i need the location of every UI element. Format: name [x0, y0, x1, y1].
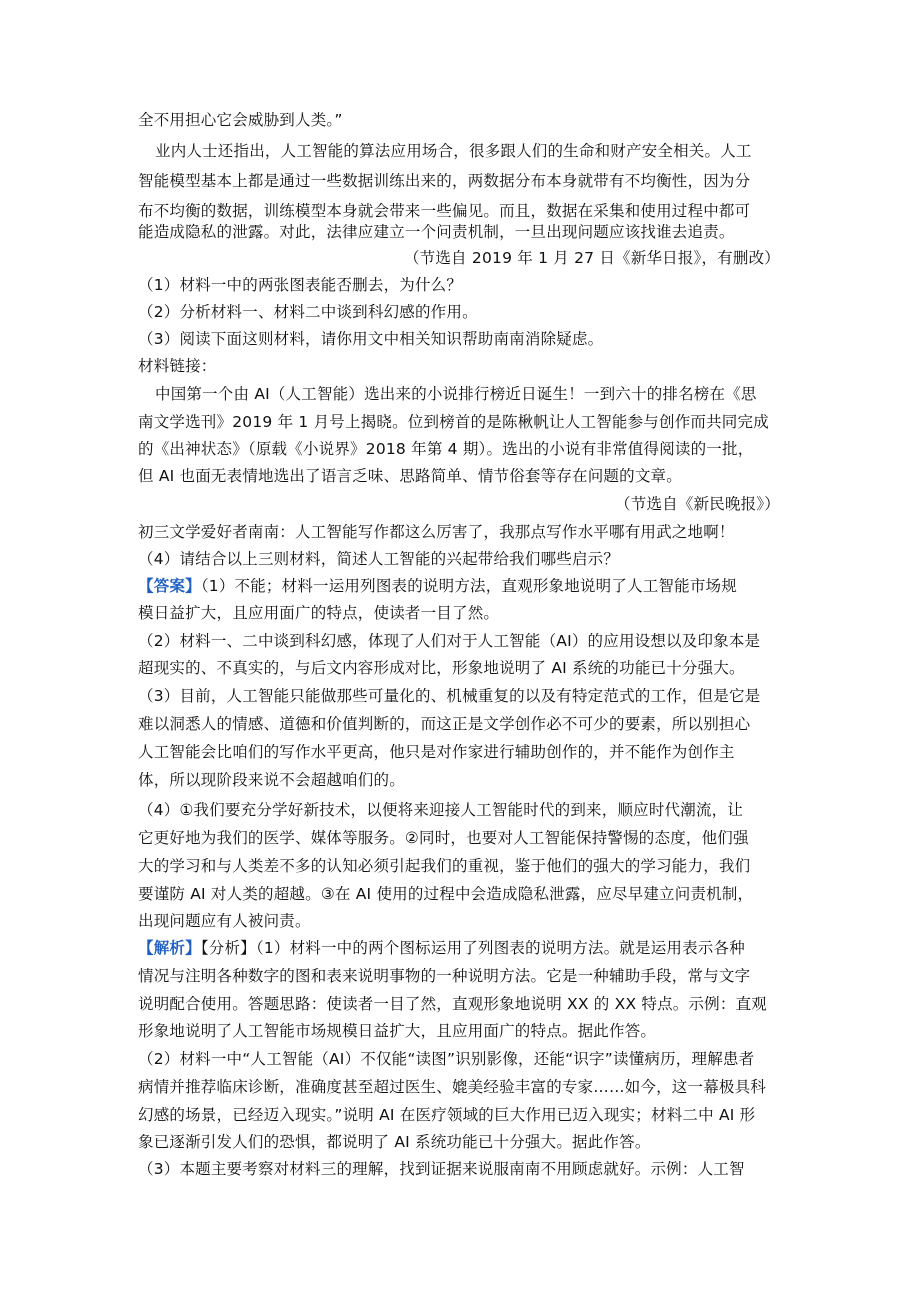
text-line: 形象地说明了人工智能市场规模日益扩大，且应用面广的特点。据此作答。 [138, 1022, 657, 1040]
question-1: （1）材料一中的两张图表能否删去，为什么？ [138, 276, 463, 294]
answer-tag: 【答案】 [138, 577, 201, 595]
text-line: 业内人士还指出，人工智能的算法应用场合，很多跟人们的生命和财产安全相关。人工 [155, 142, 752, 160]
text-line: （2）材料一中“人工智能（AI）不仅能“读图”识别影像，还能“识字”读懂病历，理解患者 [138, 1050, 755, 1068]
text-line: 布不均衡的数据，训练模型本身就会带来一些偏见。而且，数据在采集和使用过程中都可 [138, 202, 751, 220]
source-note: （节选自《新民晚报》） [615, 495, 780, 513]
text-line: 但 AI 也面无表情地选出了语言乏味、思路简单、情节俗套等存在问题的文章。 [138, 467, 682, 485]
text-line: 全不用担心它会威胁到人类。” [138, 111, 343, 129]
question-2: （2）分析材料一、材料二中谈到科幻感的作用。 [138, 303, 478, 321]
text-line: 体，所以现阶段来说不会超越咱们的。 [138, 771, 405, 789]
text-line: 出现问题应有人被问责。 [138, 912, 311, 930]
text-line: 人工智能会比咱们的写作水平更高，他只是对作家进行辅助创作的，并不能作为创作主 [138, 743, 735, 761]
text-line: 大的学习和与人类差不多的认知必须引起我们的重视，鉴于他们的强大的学习能力，我们 [138, 857, 751, 875]
text-line: 幻感的场景，已经迈入现实。”说明 AI 在医疗领域的巨大作用已迈入现实；材料二中 AI 形 [138, 1106, 756, 1124]
text-line: 初三文学爱好者南南：人工智能写作都这么厉害了，我那点写作水平哪有用武之地啊！ [138, 523, 735, 541]
text-line: （2）材料一、二中谈到科幻感，体现了人们对于人工智能（AI）的应用设想以及印象本是 [138, 632, 761, 650]
text-line: 说明配合使用。答题思路：使读者一目了然，直观形象地说明 XX 的 XX 特点。示例：直观 [138, 995, 767, 1013]
text-line: （3）本题主要考察对材料三的理解，找到证据来说服南南不用顾虑就好。示例：人工智 [138, 1160, 745, 1178]
text-line: 要谨防 AI 对人类的超越。③在 AI 使用的过程中会造成隐私泄露，应尽早建立问责机制， [138, 885, 754, 903]
fenxi-tag: 【分析】 [200, 939, 256, 957]
text-line: 的《出神状态》（原载《小说界》2018 年第 4 期）。选出的小说有非常值得阅读的一批， [138, 440, 754, 458]
text-line: （4）①我们要充分学好新技术，以便将来迎接人工智能时代的到来，顺应时代潮流，让 [138, 801, 744, 819]
text-line: 能造成隐私的泄露。对此，法律应建立一个问责机制，一旦出现问题应该找谁去追责。 [138, 223, 735, 241]
jiexi-tag: 【解析】 [138, 939, 201, 957]
text-line: 象已逐渐引发人们的恐惧，都说明了 AI 系统功能已十分强大。据此作答。 [138, 1133, 651, 1151]
text-line: 中国第一个由 AI（人工智能）选出来的小说排行榜近日诞生！一到六十的排名榜在《思 [155, 385, 757, 403]
text-line: 模日益扩大，且应用面广的特点，使读者一目了然。 [138, 604, 500, 622]
text-line: 病情并推荐临床诊断，准确度甚至超过医生、媲美经验丰富的专家……如今，这一幕极具科 [138, 1078, 767, 1096]
analysis-line [138, 938, 783, 958]
question-3: （3）阅读下面这则材料，请你用文中相关知识帮助南南消除疑虑。 [138, 330, 604, 348]
source-note: （节选自 2019 年 1 月 27 日《新华日报》，有删改） [403, 249, 780, 267]
text-line: 情况与注明各种数字的图和表来说明事物的一种说明方法。它是一种辅助手段，常与文字 [138, 967, 751, 985]
answer-line [138, 576, 783, 596]
text-line: 难以洞悉人的情感、道德和价值判断的，而这正是文学创作必不可少的要素，所以别担心 [138, 715, 751, 733]
analysis-text: （1）材料一中的两个图标运用了列图表的说明方法。就是运用表示各种 [255, 939, 745, 957]
text-line: （3）目前，人工智能只能做那些可量化的、机械重复的以及有特定范式的工作，但是它是 [138, 687, 761, 705]
text-line: 它更好地为我们的医学、媒体等服务。②同时，也要对人工智能保持警惕的态度，他们强 [138, 829, 749, 847]
text-line: 南文学选刊》2019 年 1 月号上揭晓。位到榜首的是陈楸帆让人工智能参与创作而共同完成 [138, 413, 769, 431]
text-line: 超现实的、不真实的，与后文内容形成对比，形象地说明了 AI 系统的功能已十分强大。 [138, 659, 745, 677]
material-link-label: 材料链接： [138, 357, 217, 375]
text-line: 智能模型基本上都是通过一些数据训练出来的，两数据分布本身就带有不均衡性，因为分 [138, 172, 751, 190]
question-4: （4）请结合以上三则材料，简述人工智能的兴起带给我们哪些启示？ [138, 550, 620, 568]
answer-text: （1）不能；材料一运用列图表的说明方法，直观形象地说明了人工智能市场规 [200, 577, 737, 595]
